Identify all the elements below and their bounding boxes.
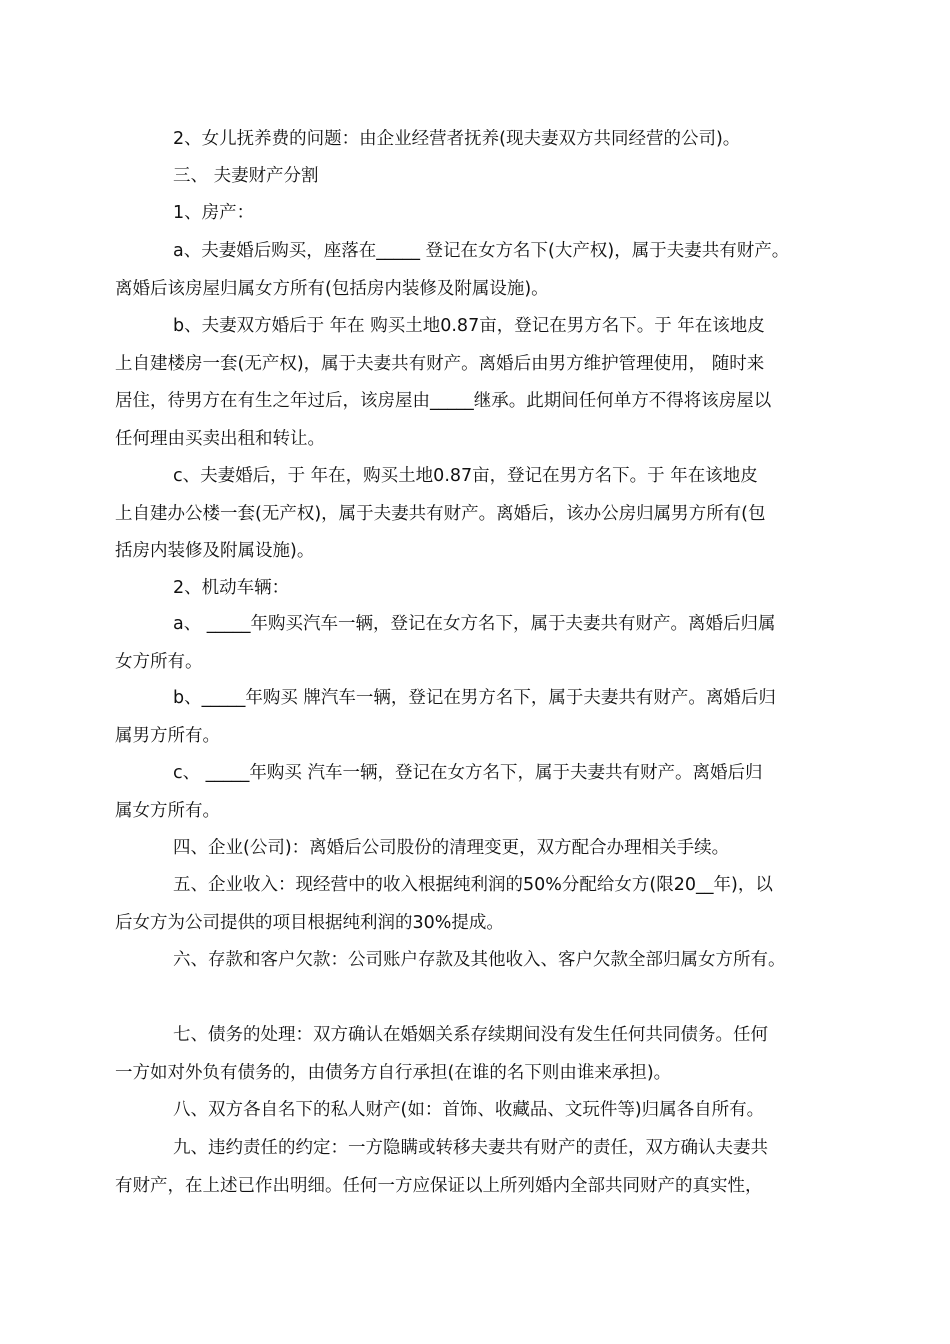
text-line: 六、存款和客户欠款：公司账户存款及其他收入、客户欠款全部归属女方所有。 <box>173 950 786 970</box>
paragraph-debts <box>115 1017 850 1092</box>
text-line: b、夫妻双方婚后于 年在 购买土地0.87亩，登记在男方名下。于 年在该地皮 <box>173 316 765 336</box>
text-line: 属男方所有。 <box>115 725 220 746</box>
text-line: 属女方所有。 <box>115 800 220 821</box>
text-line: 1、房产： <box>173 203 255 223</box>
text-line: 五、企业收入：现经营中的收入根据纯利润的50%分配给女方(限20__年)，以 <box>173 875 773 895</box>
text-line: c、夫妻婚后，于 年在，购买土地0.87亩，登记在男方名下。于 年在该地皮 <box>173 466 758 486</box>
text-line: a、 _____年购买汽车一辆，登记在女方名下，属于夫妻共有财产。离婚后归属 <box>173 614 776 634</box>
paragraph-house-b <box>115 308 850 458</box>
heading-property-division <box>115 158 850 196</box>
text-line: 2、机动车辆： <box>173 578 290 598</box>
text-line: 女方所有。 <box>115 651 203 672</box>
paragraph-child-support <box>115 121 850 159</box>
paragraph-deposits <box>115 942 850 980</box>
text-line: 四、企业(公司)：离婚后公司股份的清理变更，双方配合办理相关手续。 <box>173 838 730 858</box>
text-line: 九、违约责任的约定：一方隐瞒或转移夫妻共有财产的责任，双方确认夫妻共 <box>173 1138 768 1158</box>
text-line: 三、 夫妻财产分割 <box>173 166 319 186</box>
paragraph-vehicle-b <box>115 680 850 755</box>
heading-real-estate <box>115 195 850 233</box>
paragraph-house-a <box>115 233 850 308</box>
text-line: 居住，待男方在有生之年过后，该房屋由_____继承。此期间任何单方不得将该房屋以 <box>115 391 772 411</box>
text-line: b、_____年购买 牌汽车一辆，登记在男方名下，属于夫妻共有财产。离婚后归 <box>173 688 776 708</box>
paragraph-house-c <box>115 458 850 571</box>
text-line: 离婚后该房屋归属女方所有(包括房内装修及附属设施)。 <box>115 278 549 299</box>
text-line: 七、债务的处理：双方确认在婚姻关系存续期间没有发生任何共同债务。任何 <box>173 1025 768 1045</box>
text-line: 上自建办公楼一套(无产权)，属于夫妻共有财产。离婚后，该办公房归属男方所有(包 <box>115 503 766 524</box>
text-line: a、夫妻婚后购买，座落在_____ 登记在女方名下(大产权)，属于夫妻共有财产。 <box>173 241 790 261</box>
paragraph-company-income <box>115 867 850 942</box>
paragraph-vehicle-c <box>115 755 850 830</box>
paragraph-vehicle-a <box>115 606 850 681</box>
text-line: 有财产，在上述已作出明细。任何一方应保证以上所列婚内全部共同财产的真实性， <box>115 1175 763 1196</box>
text-line: 一方如对外负有债务的，由债务方自行承担(在谁的名下则由谁来承担)。 <box>115 1062 672 1083</box>
paragraph-company <box>115 830 850 868</box>
heading-vehicles <box>115 570 850 608</box>
text-line: 2、女儿抚养费的问题：由企业经营者抚养(现夫妻双方共同经营的公司)。 <box>173 129 741 149</box>
paragraph-private-property <box>115 1092 850 1130</box>
text-line: 括房内装修及附属设施)。 <box>115 541 315 561</box>
text-line: 任何理由买卖出租和转让。 <box>115 428 325 449</box>
paragraph-breach-liability <box>115 1130 850 1205</box>
text-line: 八、双方各自名下的私人财产(如：首饰、收藏品、文玩件等)归属各自所有。 <box>173 1100 765 1120</box>
text-line: 后女方为公司提供的项目根据纯利润的30%提成。 <box>115 912 504 933</box>
text-line: c、 _____年购买 汽车一辆，登记在女方名下，属于夫妻共有财产。离婚后归 <box>173 763 763 783</box>
text-line: 上自建楼房一套(无产权)，属于夫妻共有财产。离婚后由男方维护管理使用， 随时来 <box>115 353 765 374</box>
